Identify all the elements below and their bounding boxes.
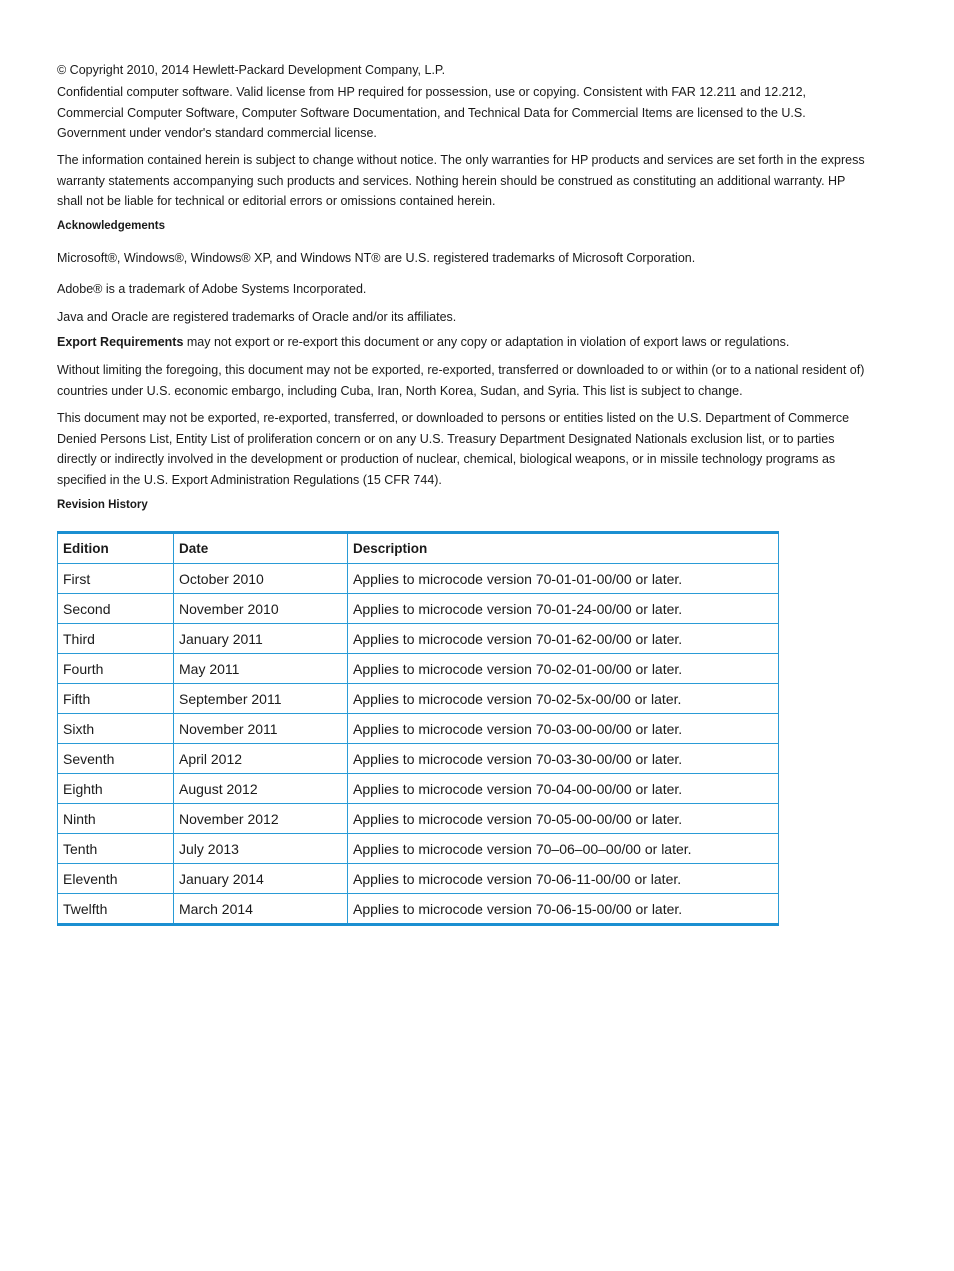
export-requirements-label: Export Requirements <box>57 335 184 349</box>
table-row <box>58 834 779 864</box>
description-cell: Applies to microcode version 70-04-00-00/00 or later. <box>348 774 779 804</box>
description-cell: Applies to microcode version 70-01-01-00/00 or later. <box>348 564 779 594</box>
java-trademark: Java and Oracle are registered trademarks of Oracle and/or its affiliates. <box>57 310 457 324</box>
description-cell: Applies to microcode version 70-02-5x-00/00 or later. <box>348 684 779 714</box>
table-row <box>58 894 779 925</box>
date-cell: October 2010 <box>174 564 348 594</box>
revision-history-table <box>57 531 779 926</box>
table-row <box>58 594 779 624</box>
edition-cell: Third <box>58 624 174 654</box>
date-cell: November 2010 <box>174 594 348 624</box>
microsoft-trademark: Microsoft®, Windows®, Windows® XP, and Windows NT® are U.S. registered trademarks of Microsoft Corporation. <box>57 251 696 265</box>
edition-cell: Sixth <box>58 714 174 744</box>
table-row <box>58 564 779 594</box>
table-row <box>58 654 779 684</box>
table-row <box>58 804 779 834</box>
acknowledgements-heading: Acknowledgements <box>57 220 165 232</box>
edition-cell: Twelfth <box>58 894 174 925</box>
edition-cell: Fifth <box>58 684 174 714</box>
adobe-trademark: Adobe® is a trademark of Adobe Systems Incorporated. <box>57 282 367 296</box>
description-cell: Applies to microcode version 70-02-01-00/00 or later. <box>348 654 779 684</box>
edition-cell: Fourth <box>58 654 174 684</box>
column-header-description: Description <box>348 533 779 564</box>
date-cell: May 2011 <box>174 654 348 684</box>
date-cell: November 2011 <box>174 714 348 744</box>
export-requirements <box>57 332 872 353</box>
description-cell: Applies to microcode version 70-01-24-00/00 or later. <box>348 594 779 624</box>
table-row <box>58 684 779 714</box>
edition-cell: Second <box>58 594 174 624</box>
date-cell: January 2014 <box>174 864 348 894</box>
table-header-row <box>58 533 779 564</box>
description-cell: Applies to microcode version 70-06-15-00/00 or later. <box>348 894 779 925</box>
edition-cell: Eighth <box>58 774 174 804</box>
description-cell: Applies to microcode version 70-06-11-00/00 or later. <box>348 864 779 894</box>
date-cell: July 2013 <box>174 834 348 864</box>
date-cell: September 2011 <box>174 684 348 714</box>
copyright-notice: © Copyright 2010, 2014 Hewlett-Packard Development Company, L.P. <box>57 63 446 77</box>
description-cell: Applies to microcode version 70-03-00-00/00 or later. <box>348 714 779 744</box>
column-header-date: Date <box>174 533 348 564</box>
table-row <box>58 864 779 894</box>
edition-cell: Ninth <box>58 804 174 834</box>
description-cell: Applies to microcode version 70-05-00-00/00 or later. <box>348 804 779 834</box>
table-row <box>58 714 779 744</box>
table-row <box>58 774 779 804</box>
date-cell: January 2011 <box>174 624 348 654</box>
table-row <box>58 744 779 774</box>
date-cell: April 2012 <box>174 744 348 774</box>
disclaimer-paragraph: The information contained herein is subject to change without notice. The only warranties for HP products and services are set forth in the express warranty statements accompanying such products and services. Nothing herein should be construed as constituting an additional warranty. HP shall not be liable for technical or editorial errors or omissions contained herein. <box>57 153 865 208</box>
edition-cell: Eleventh <box>58 864 174 894</box>
confidential-notice: Confidential computer software. Valid license from HP required for possession, use or copying. Consistent with FAR 12.211 and 12.212, Commercial Computer Software, Computer Software Documentation, and Technical Data for Commercial Items are licensed to the U.S. Government under vendor's standard commercial license. <box>57 85 807 140</box>
revision-history-heading: Revision History <box>57 499 148 511</box>
export-paragraph-denied: This document may not be exported, re-exported, transferred, or downloaded to persons or entities listed on the U.S. Department of Commerce Denied Persons List, Entity List of proliferation concern or on any U.S. Treasury Department Designated Nationals exclusion list, or to parties directly or indirectly involved in the development or production of nuclear, chemical, biological weapons, or in missile technology programs as specified in the U.S. Export Administration Regulations (15 CFR 744). <box>57 411 850 487</box>
description-cell: Applies to microcode version 70-01-62-00/00 or later. <box>348 624 779 654</box>
date-cell: March 2014 <box>174 894 348 925</box>
description-cell: Applies to microcode version 70–06–00–00/00 or later. <box>348 834 779 864</box>
table-row <box>58 624 779 654</box>
export-paragraph-embargo: Without limiting the foregoing, this document may not be exported, re-exported, transferred or downloaded to or within (or to a national resident of) countries under U.S. economic embargo, including Cuba, Iran, North Korea, Sudan, and Syria. This list is subject to change. <box>57 363 865 398</box>
description-cell: Applies to microcode version 70-03-30-00/00 or later. <box>348 744 779 774</box>
date-cell: August 2012 <box>174 774 348 804</box>
column-header-edition: Edition <box>58 533 174 564</box>
edition-cell: Tenth <box>58 834 174 864</box>
date-cell: November 2012 <box>174 804 348 834</box>
export-requirements-text: may not export or re-export this document or any copy or adaptation in violation of export laws or regulations. <box>183 335 790 349</box>
edition-cell: Seventh <box>58 744 174 774</box>
edition-cell: First <box>58 564 174 594</box>
